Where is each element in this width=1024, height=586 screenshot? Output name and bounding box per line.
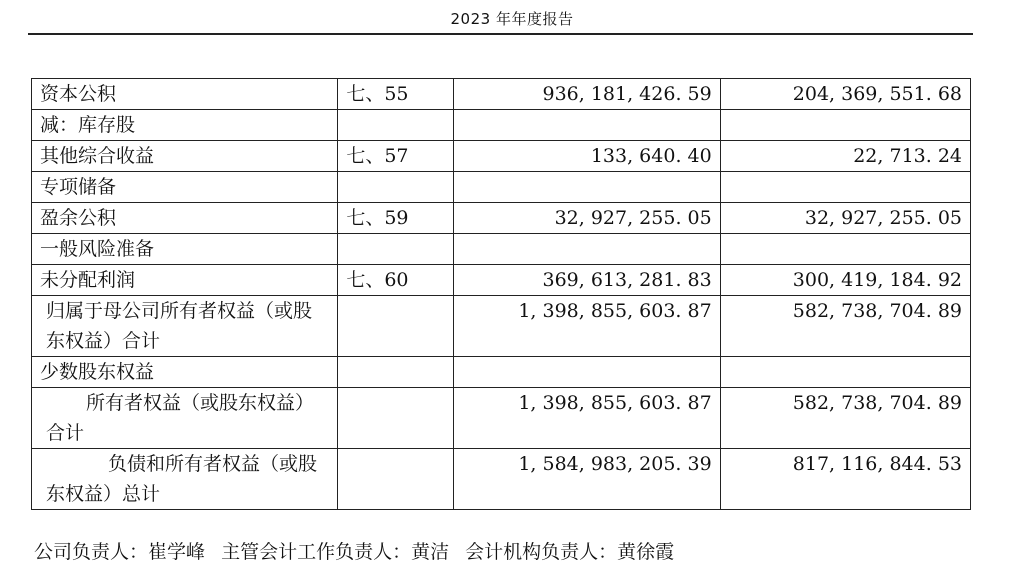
row-current-value: 1, 398, 855, 603. 87 [454,388,720,449]
table-row [32,203,971,234]
row-previous-value [720,357,970,388]
row-item-label: 减：库存股 [32,110,338,141]
row-note-ref [338,172,454,203]
row-previous-value: 582, 738, 704. 89 [720,388,970,449]
row-item-label: 资本公积 [32,79,338,110]
row-note-ref [338,449,454,510]
table-row [32,234,971,265]
row-current-value [454,110,720,141]
row-note-ref [338,234,454,265]
row-previous-value [720,234,970,265]
accounting-org-head-signatory: 会计机构负责人：黄徐霞 [465,541,675,563]
row-note-ref: 七、55 [338,79,454,110]
table-row [32,296,971,357]
table-row [32,357,971,388]
row-previous-value: 300, 419, 184. 92 [720,265,970,296]
report-header-title: 2023 年年度报告 [450,10,574,28]
row-current-value: 936, 181, 426. 59 [454,79,720,110]
accounting-head-signatory: 主管会计工作负责人：黄洁 [221,541,450,563]
signatories-line [34,537,684,564]
row-previous-value [720,172,970,203]
table-row [32,265,971,296]
row-note-ref [338,357,454,388]
row-previous-value: 204, 369, 551. 68 [720,79,970,110]
row-note-ref [338,388,454,449]
row-current-value: 1, 584, 983, 205. 39 [454,449,720,510]
row-item-label: 少数股东权益 [32,357,338,388]
company-head-signatory: 公司负责人：崔学峰 [34,541,206,563]
table-row [32,449,971,510]
row-item-label: 所有者权益（或股东权益）合计 [32,388,338,449]
row-current-value [454,357,720,388]
row-note-ref: 七、57 [338,141,454,172]
row-previous-value: 22, 713. 24 [720,141,970,172]
row-previous-value [720,110,970,141]
row-note-ref [338,110,454,141]
table-row [32,172,971,203]
header-divider [28,33,973,35]
row-current-value: 32, 927, 255. 05 [454,203,720,234]
row-previous-value: 817, 116, 844. 53 [720,449,970,510]
row-previous-value: 32, 927, 255. 05 [720,203,970,234]
row-item-label: 归属于母公司所有者权益（或股东权益）合计 [32,296,338,357]
row-current-value: 1, 398, 855, 603. 87 [454,296,720,357]
table-row [32,388,971,449]
table-row [32,141,971,172]
row-current-value [454,172,720,203]
row-current-value [454,234,720,265]
row-previous-value: 582, 738, 704. 89 [720,296,970,357]
row-note-ref: 七、59 [338,203,454,234]
row-item-label: 未分配利润 [32,265,338,296]
row-item-label: 负债和所有者权益（或股东权益）总计 [32,449,338,510]
row-current-value: 133, 640. 40 [454,141,720,172]
row-item-label: 专项储备 [32,172,338,203]
table-row [32,110,971,141]
row-item-label: 盈余公积 [32,203,338,234]
table-row [32,79,971,110]
row-note-ref [338,296,454,357]
row-note-ref: 七、60 [338,265,454,296]
row-item-label: 其他综合收益 [32,141,338,172]
balance-sheet-equity-table [31,78,971,510]
row-item-label: 一般风险准备 [32,234,338,265]
row-current-value: 369, 613, 281. 83 [454,265,720,296]
